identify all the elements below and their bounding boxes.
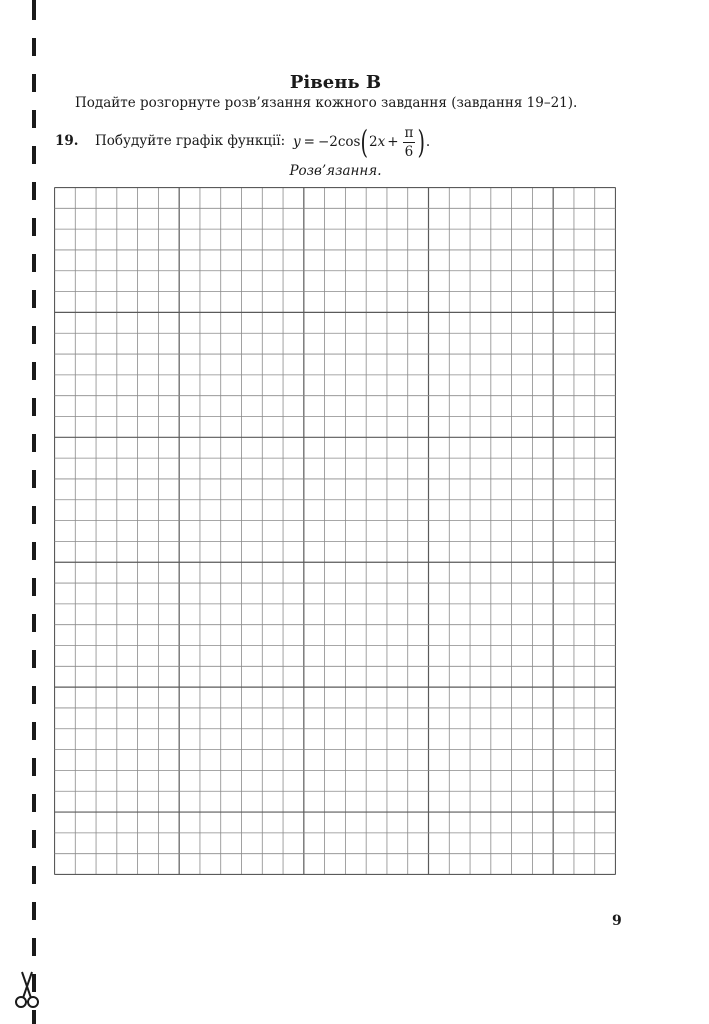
answer-grid-canvas: [54, 187, 616, 875]
page-number: 9: [612, 913, 622, 929]
fraction-denominator: 6: [404, 143, 414, 160]
level-title: Рівень В: [289, 72, 382, 93]
formula-trailing: .: [425, 134, 431, 150]
cut-line: [32, 0, 36, 1024]
fraction-numerator: π: [404, 124, 414, 141]
formula-close-paren: ): [417, 123, 426, 161]
instruction-text: Подайте розгорнуте розв’язання кожного завдання (завдання 19–21).: [75, 95, 578, 111]
formula-inner-var: x: [377, 134, 386, 150]
formula-inner-coef: 2: [368, 134, 378, 150]
formula-lhs-var: y: [293, 134, 301, 150]
formula-open-paren: (: [360, 123, 369, 161]
scissors-icon: [14, 970, 40, 1010]
formula-plus: +: [387, 134, 399, 150]
task-number: 19.: [55, 133, 79, 149]
function-formula: [293, 122, 430, 162]
task-text: Побудуйте графік функції:: [95, 133, 286, 149]
formula-coef: −2cos: [317, 134, 361, 150]
formula-fraction: [403, 125, 416, 160]
formula-equals: =: [303, 134, 315, 150]
answer-grid[interactable]: [54, 187, 616, 875]
task-row: [55, 122, 655, 162]
solution-label: Розв’язання.: [289, 163, 382, 179]
